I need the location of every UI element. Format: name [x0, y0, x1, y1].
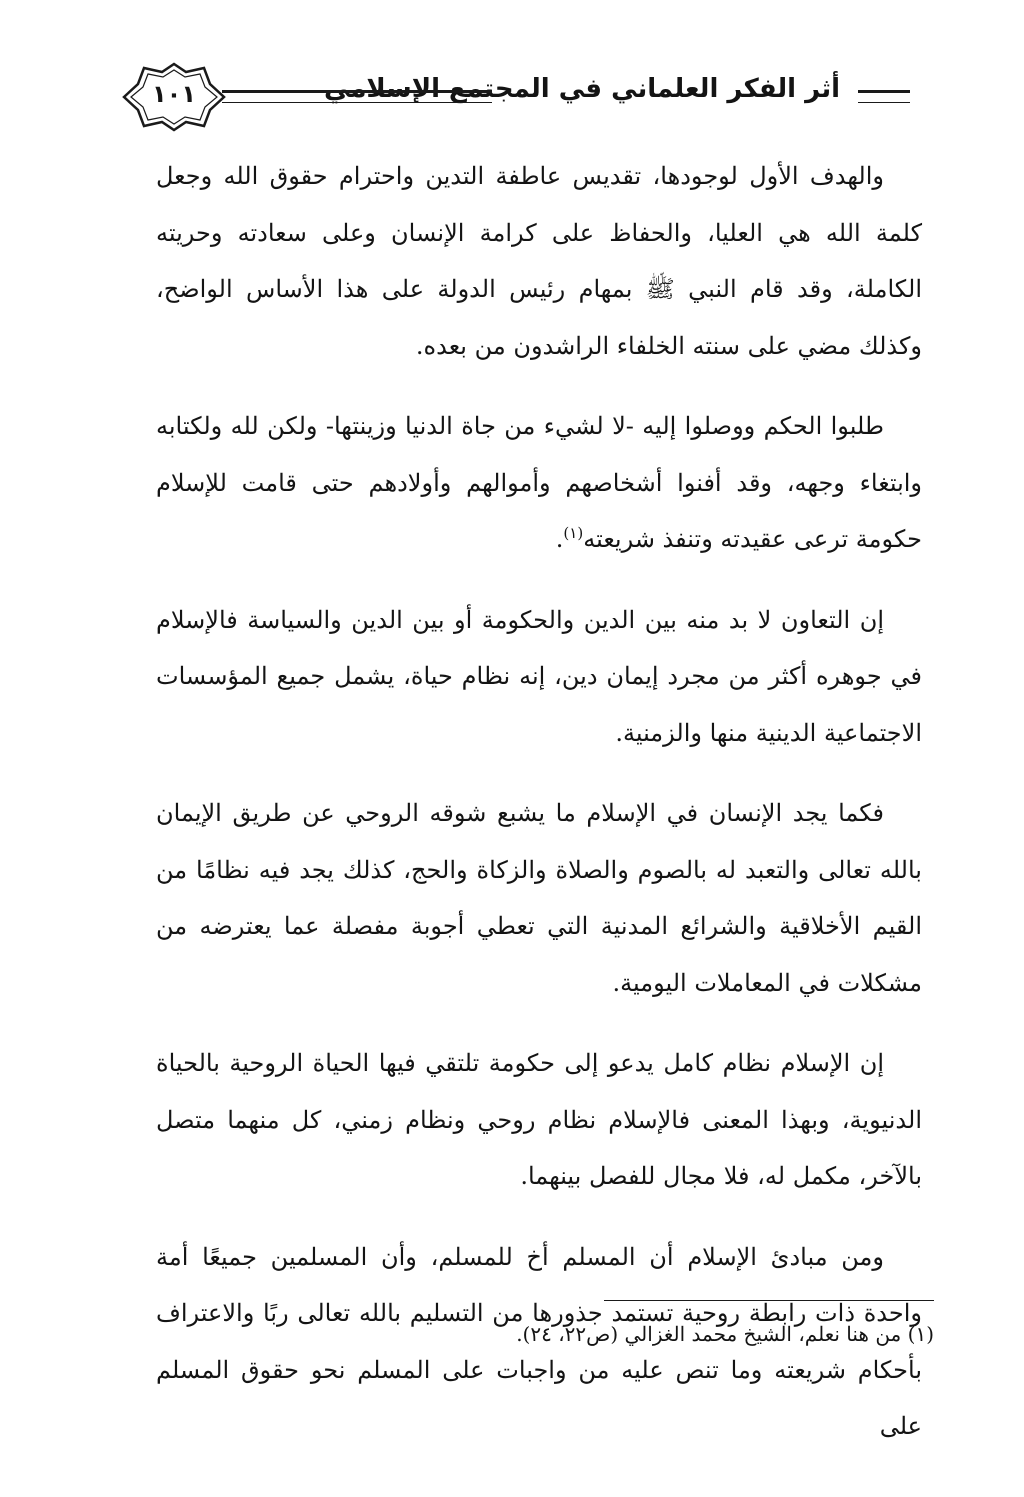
- paragraph: [156, 398, 922, 568]
- header-title: أثر الفكر العلماني في المجتمع الإسلامي: [324, 74, 840, 104]
- body-text: [156, 148, 922, 1479]
- header-rule-right: [858, 90, 910, 103]
- paragraph-text: طلبوا الحكم ووصلوا إليه -لا لشيء من جاة الدنيا وزينتها- ولكن لله ولكتابه وابتغاء وجهه، وقد أفنوا أشخاصهم وأموالهم وأولادهم حتى قامت للإسلام حكومة ترعى عقيدته وتنفذ شريعته: [156, 412, 923, 553]
- header-rule-left: [222, 90, 492, 103]
- footnote: (١) من هنا نعلم، الشيخ محمد الغزالي (ص٢٢، ٢٤).: [516, 1322, 934, 1346]
- footnote-divider: [604, 1300, 934, 1301]
- running-header: [118, 62, 918, 134]
- footnote-reference: (١): [563, 524, 584, 542]
- paragraph: فكما يجد الإنسان في الإسلام ما يشبع شوقه الروحي عن طريق الإيمان بالله تعالى والتعبد له بالصوم والصلاة والزكاة والحج، كذلك يجد فيه نظامًا من القيم الأخلاقية والشرائع المدنية التي تعطي أجوبة مفصلة عما يعترضه من مشكلات في المعاملات اليومية.: [156, 799, 922, 997]
- page-number: ١٠١: [152, 80, 196, 108]
- sentence-end: .: [555, 525, 564, 553]
- paragraph: إن الإسلام نظام كامل يدعو إلى حكومة تلتقي فيها الحياة الروحية بالحياة الدنيوية، وبهذا المعنى فالإسلام نظام روحي ونظام زمني، كل منهما متصل بالآخر، مكمل له، فلا مجال للفصل بينهما.: [156, 1049, 922, 1190]
- paragraph: والهدف الأول لوجودها، تقديس عاطفة التدين واحترام حقوق الله وجعل كلمة الله هي العليا، والحفاظ على كرامة الإنسان وعلى سعادته وحريته الكاملة، وقد قام النبي ﷺ بمهام رئيس الدولة على هذا الأساس الواضح، وكذلك مضي على سنته الخلفاء الراشدون من بعده.: [156, 162, 922, 360]
- paragraph: إن التعاون لا بد منه بين الدين والحكومة أو بين الدين والسياسة فالإسلام في جوهره أكثر من مجرد إيمان دين، إنه نظام حياة، يشمل جميع المؤسسات الاجتماعية الدينية منها والزمنية.: [156, 605, 922, 747]
- paragraph: ومن مبادئ الإسلام أن المسلم أخ للمسلم، وأن المسلمين جميعًا أمة واحدة ذات رابطة روحية تستمد جذورها من التسليم بالله تعالى ربًا والاعتراف بأحكام شريعته وما تنص عليه من واجبات على المسلم نحو حقوق المسلم على: [156, 1242, 922, 1440]
- page-number-badge: [122, 62, 226, 132]
